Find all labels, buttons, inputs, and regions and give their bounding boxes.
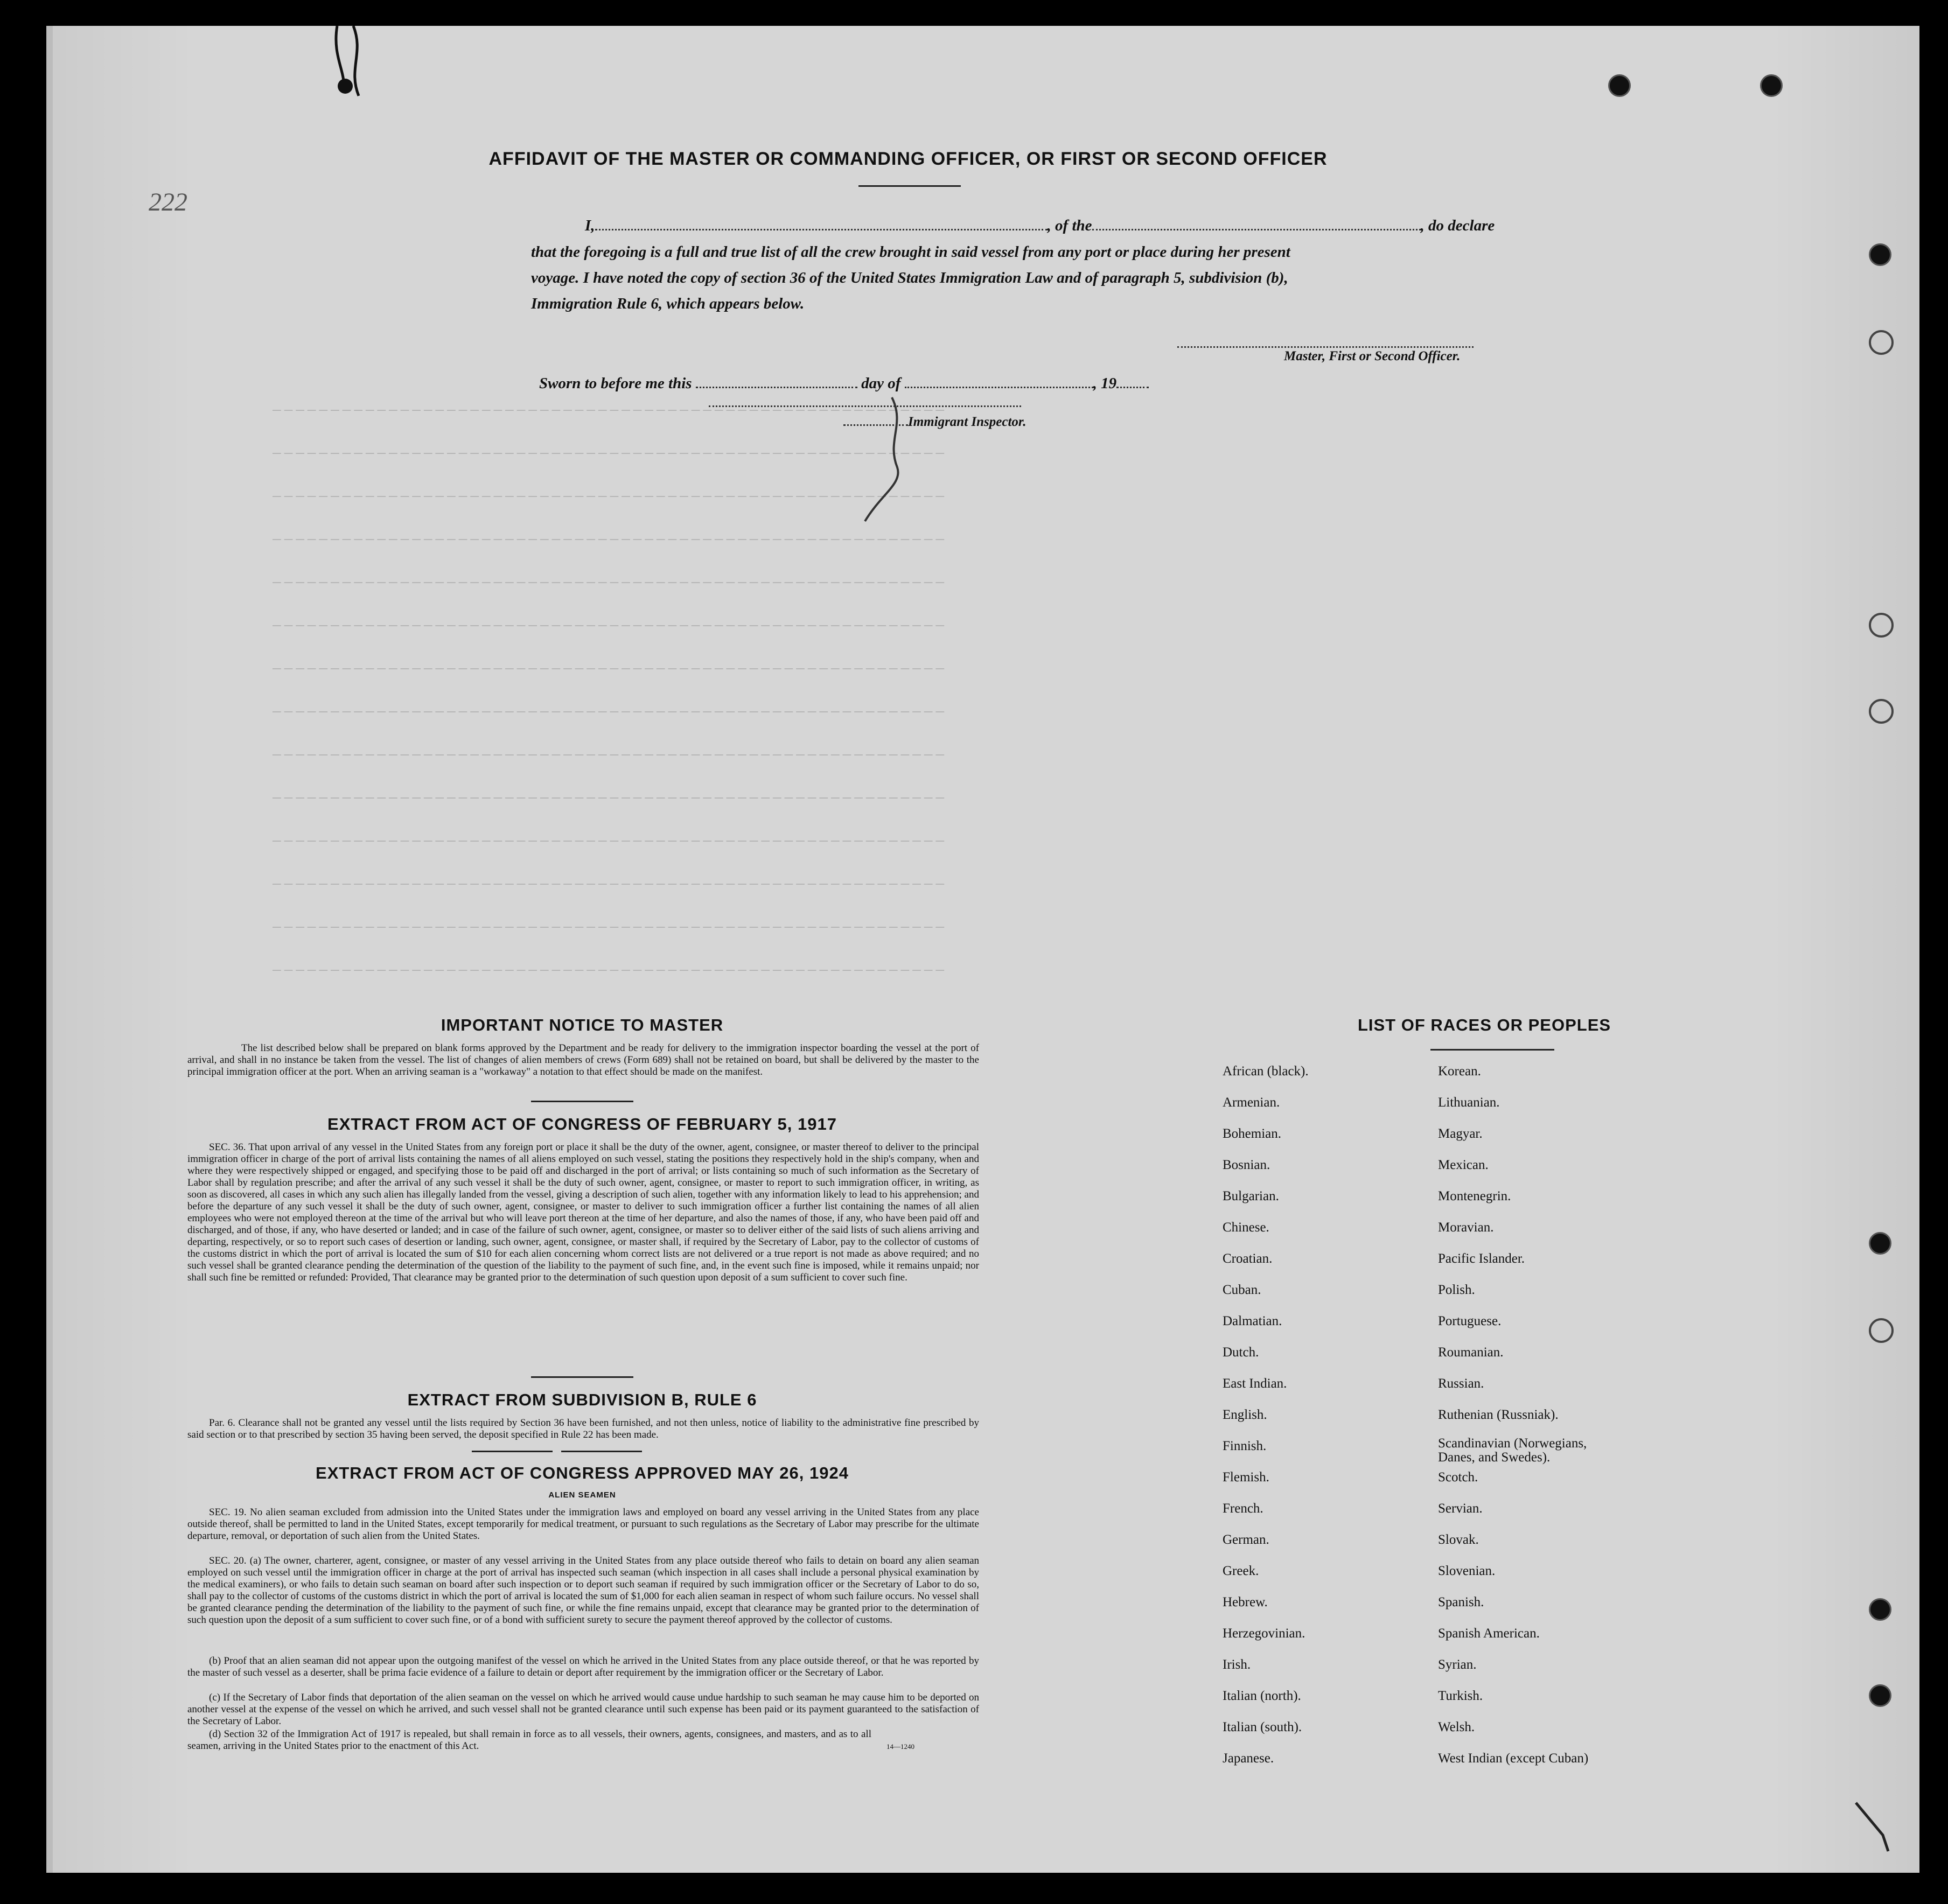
affidavit-of-the: , of the: [1047, 217, 1092, 234]
race-item: German.: [1223, 1532, 1269, 1547]
race-item: West Indian (except Cuban): [1438, 1751, 1589, 1766]
vessel-blank: [1092, 229, 1421, 230]
notice-divider: [531, 1101, 633, 1102]
sworn-text: Sworn to before me this: [539, 375, 692, 392]
race-item: Irish.: [1223, 1657, 1251, 1672]
race-item: Ruthenian (Russniak).: [1438, 1408, 1559, 1422]
month-blank: [905, 387, 1093, 388]
race-item: Dalmatian.: [1223, 1314, 1282, 1328]
rule6-divider-a: [472, 1451, 553, 1452]
extract-1917-divider: [531, 1376, 633, 1378]
race-item: Bohemian.: [1223, 1126, 1282, 1141]
form-number: 14—1240: [886, 1742, 914, 1751]
race-item: Roumanian.: [1438, 1345, 1504, 1360]
inspector-caption-text: Immigrant Inspector.: [908, 415, 1027, 429]
race-item: Finnish.: [1223, 1439, 1267, 1453]
rule6-title: EXTRACT FROM SUBDIVISION B, RULE 6: [407, 1390, 757, 1409]
race-item: Herzegovinian.: [1223, 1626, 1305, 1641]
race-item: Turkish.: [1438, 1689, 1483, 1703]
race-item: Spanish.: [1438, 1595, 1484, 1609]
race-item: African (black).: [1223, 1064, 1309, 1079]
race-item: Bulgarian.: [1223, 1189, 1279, 1203]
sec20c-text: (c) If the Secretary of Labor finds that deportation of the alien seaman on the vessel on which he arrived would cause undue hardship to such seaman he may cause him to be deported on another vessel at the expense of the vessel on which he arrived, and such vessel shall not be granted clearance until such expense has been paid or its payment guaranteed to the satisfaction of the Secretary of Labor.: [187, 1692, 979, 1727]
race-item: Hebrew.: [1223, 1595, 1268, 1609]
punch-hole: [1869, 1684, 1891, 1707]
race-item: Magyar.: [1438, 1126, 1483, 1141]
year-prefix: , 19: [1093, 375, 1117, 392]
affidavit-line4: Immigration Rule 6, which appears below.: [531, 295, 805, 312]
affidavit-line2: that the foregoing is a full and true list of all the crew brought in said vessel from any port or place during her present: [531, 243, 1290, 261]
punch-hole: [1869, 243, 1891, 266]
race-item: Slovak.: [1438, 1532, 1479, 1547]
race-item: Dutch.: [1223, 1345, 1259, 1360]
race-item: Russian.: [1438, 1376, 1484, 1391]
race-item: Chinese.: [1223, 1220, 1269, 1235]
rule6-divider-b: [561, 1451, 642, 1452]
left-edge-stub: [46, 26, 53, 1873]
race-item: Pacific Islander.: [1438, 1251, 1525, 1266]
races-underline: [1430, 1049, 1554, 1051]
race-item: Slovenian.: [1438, 1564, 1496, 1578]
sec20b-text: (b) Proof that an alien seaman did not appear upon the outgoing manifest of the vessel on which he arrived in the United States from any place outside thereof, or that he was reported by the master of such vessel as a deserter, shall be prima facie evidence of a failure to detain or deport after requirement by the immigration officer or the Secretary of Labor.: [187, 1655, 979, 1678]
punch-hole: [1760, 74, 1783, 97]
punch-hole: [1869, 1598, 1891, 1621]
punch-ring: [1869, 330, 1894, 355]
race-item: Greek.: [1223, 1564, 1259, 1578]
races-title: LIST OF RACES OR PEOPLES: [1357, 1016, 1611, 1034]
punch-hole: [1869, 1232, 1891, 1255]
race-item: Scandinavian (Norwegians, Danes, and Swedes).: [1438, 1436, 1587, 1465]
race-item: Scotch.: [1438, 1470, 1478, 1485]
extract-1917-title: EXTRACT FROM ACT OF CONGRESS OF FEBRUARY 5, 1917: [327, 1115, 837, 1133]
race-item: Moravian.: [1438, 1220, 1494, 1235]
punch-hole: [1608, 74, 1631, 97]
binding-string: [316, 26, 380, 101]
affidavit-i: I,: [585, 217, 595, 234]
race-item: Montenegrin.: [1438, 1189, 1511, 1203]
race-item: Portuguese.: [1438, 1314, 1502, 1328]
margin-note: 222: [149, 188, 187, 216]
signature-line: [1177, 346, 1474, 348]
day-of: day of: [861, 375, 901, 392]
punch-ring: [1869, 699, 1894, 724]
bleed-through-layer: ────────────────────────────────────────────────────────── ────────────────────────────────────────────────────────── ────────────────────────────────────────────────────────── ────────────────────────────────────────────────────────── ────────────────────────────────────────────────────────── ────────────────────────────────────────────────────────── ────────────────────────────────────────────────────────── ────────────────────────────────────────────────────────── ────────────────────────────────────────────────────────── ────────────────────────────────────────────────────────── ────────────────────────────────────────────────────────── ────────────────────────────────────────────────────────── ────────────────────────────────────────────────────────── ──────────────────────────────────────────────────────────: [273, 403, 947, 979]
document-page: [46, 26, 1919, 1873]
handwritten-mark: [854, 392, 919, 532]
race-item: Japanese.: [1223, 1751, 1274, 1766]
race-item: English.: [1223, 1408, 1267, 1422]
notice-text: The list described below shall be prepared on blank forms approved by the Department and be ready for delivery to the immigration inspector boarding the vessel at the port of arrival, and shall in no instance be taken from the vessel. The list of changes of alien members of crews (Form 689) shall not be retained on board, but shall be delivered by the master to the principal immigration officer at the port. When an arriving seaman is a "workaway" a notation to that effect should be made on the manifest.: [187, 1042, 979, 1077]
affidavit-title: AFFIDAVIT OF THE MASTER OR COMMANDING OFFICER, OR FIRST OR SECOND OFFICER: [488, 149, 1328, 169]
signature-caption: Master, First or Second Officer.: [1284, 349, 1461, 363]
race-item: Korean.: [1438, 1064, 1481, 1079]
extract-1924-title: EXTRACT FROM ACT OF CONGRESS APPROVED MAY 26, 1924: [316, 1464, 849, 1482]
extract-1917-text: SEC. 36. That upon arrival of any vessel in the United States from any foreign port or place it shall be the duty of the owner, agent, consignee, or master thereof to deliver to the principal immigration officer in charge of the port of arrival lists containing the names of all aliens employed on such vessel, stating the positions they respectively hold in the ship's company, when and where they were respectively shipped or engaged, and specifying those to be paid off and discharged in the port of arrival; or lists containing so much of such information as the Secretary of Labor shall by regulation prescribe; and after the arrival of any such vessel it shall be the duty of such owner, agent, consignee, or master to report to such immigration officer, in writing, as soon as discovered, all cases in which any such alien has illegally landed from the vessel, giving a description of such alien, together with any information likely to lead to his apprehension; and before the departure of any such vessel it shall be the duty of such owner, agent, consignee, or master to deliver to such immigration officer a further list containing the names of all alien employees who were not employed thereon at the time of the arrival but who will leave port thereon at the time of her departure, and also the names of those, if any, who have been paid off and discharged, and of those, if any, who have deserted or landed; and in case of the failure of such owner, agent, consignee, or master so to deliver either of the said lists of such aliens arriving and departing, respectively, or so to report such cases of desertion or landing, such owner, agent, consignee, or master shall, if required by the Secretary of Labor, pay to the collector of customs of the customs district in which the port of arrival is located the sum of $10 for each alien concerning whom correct lists are not delivered or a true report is not made as above required; and no such vessel shall be granted clearance pending the determination of the question of the liability to the payment of such fine, and, in the event such fine is imposed, while it remains unpaid; nor shall such fine be remitted or refunded: Provided, That clearance may be granted prior to the determination of such question upon deposit of a sum sufficient to cover such fine.: [187, 1142, 979, 1283]
race-item: Croatian.: [1223, 1251, 1273, 1266]
race-item: Italian (north).: [1223, 1689, 1301, 1703]
notice-title: IMPORTANT NOTICE TO MASTER: [441, 1016, 724, 1034]
race-item: Spanish American.: [1438, 1626, 1540, 1641]
race-item: Bosnian.: [1223, 1158, 1270, 1172]
punch-ring: [1869, 613, 1894, 638]
name-blank: [595, 229, 1048, 230]
race-item: Mexican.: [1438, 1158, 1489, 1172]
affidavit-line3: voyage. I have noted the copy of section 36 of the United States Immigration Law and of paragraph 5, subdivision (b),: [531, 269, 1288, 286]
year-blank: [1116, 387, 1149, 388]
race-item: Flemish.: [1223, 1470, 1269, 1485]
race-item: Polish.: [1438, 1283, 1475, 1297]
race-item: Cuban.: [1223, 1283, 1261, 1297]
race-item: Syrian.: [1438, 1657, 1477, 1672]
extract-1924-subtitle: ALIEN SEAMEN: [548, 1490, 616, 1500]
day-blank: [696, 387, 857, 388]
race-item: Servian.: [1438, 1501, 1483, 1516]
race-item: Armenian.: [1223, 1095, 1280, 1110]
sec20d-text: (d) Section 32 of the Immigration Act of 1917 is repealed, but shall remain in force as to all vessels, their owners, agents, consignees, and masters, and as to all seamen, arriving in the United States prior to the enactment of this Act.: [187, 1728, 871, 1752]
punch-ring: [1869, 1318, 1894, 1343]
handwritten-stroke: [1851, 1797, 1904, 1857]
sec20a-text: SEC. 20. (a) The owner, charterer, agent, consignee, or master of any vessel arriving in the United States from any place outside thereof who fails to detain on board any alien seaman employed on such vessel until the immigration officer in charge at the port of arrival has inspected such seaman (which inspection in all cases shall include a personal physical examination by the medical examiners), or who fails to detain such seaman on board after such inspection or to deport such seaman if required by such immigration officer or the Secretary of Labor to do so, shall pay to the collector of customs of the customs district in which the port of arrival is located the sum of $1,000 for each alien seaman in respect of whom such failure occurs. No vessel shall be granted clearance pending the determination of the liability to the payment of such fine, or while the fine remains unpaid, except that clearance may be granted prior to the determination of such question upon the deposit of a sum sufficient to cover such fine, or of a bond with sufficient surety to secure the payment thereof approved by the collector of customs.: [187, 1555, 979, 1626]
sworn-line: [539, 375, 1149, 393]
race-item: French.: [1223, 1501, 1263, 1516]
title-underline: [858, 185, 961, 187]
affidavit-declare: , do declare: [1420, 217, 1495, 234]
race-item: East Indian.: [1223, 1376, 1287, 1391]
race-item: Welsh.: [1438, 1720, 1475, 1734]
rule6-text: Par. 6. Clearance shall not be granted any vessel until the lists required by Section 36 have been furnished, and not then unless, notice of liability to the administrative fine prescribed by said section or to that prescribed by section 35 having been served, the deposit specified in Rule 22 has been made.: [187, 1417, 979, 1440]
race-item: Lithuanian.: [1438, 1095, 1500, 1110]
sec19-text: SEC. 19. No alien seaman excluded from admission into the United States under the immigration laws and employed on board any vessel arriving in the United States from any place outside thereof, shall be permitted to land in the United States, except temporarily for medical treatment, or pursuant to such regulations as the Secretary of Labor may prescribe for the ultimate departure, removal, or deportation of such alien from the United States.: [187, 1507, 979, 1542]
race-item: Italian (south).: [1223, 1720, 1302, 1734]
affidavit-line1: [585, 217, 1581, 235]
